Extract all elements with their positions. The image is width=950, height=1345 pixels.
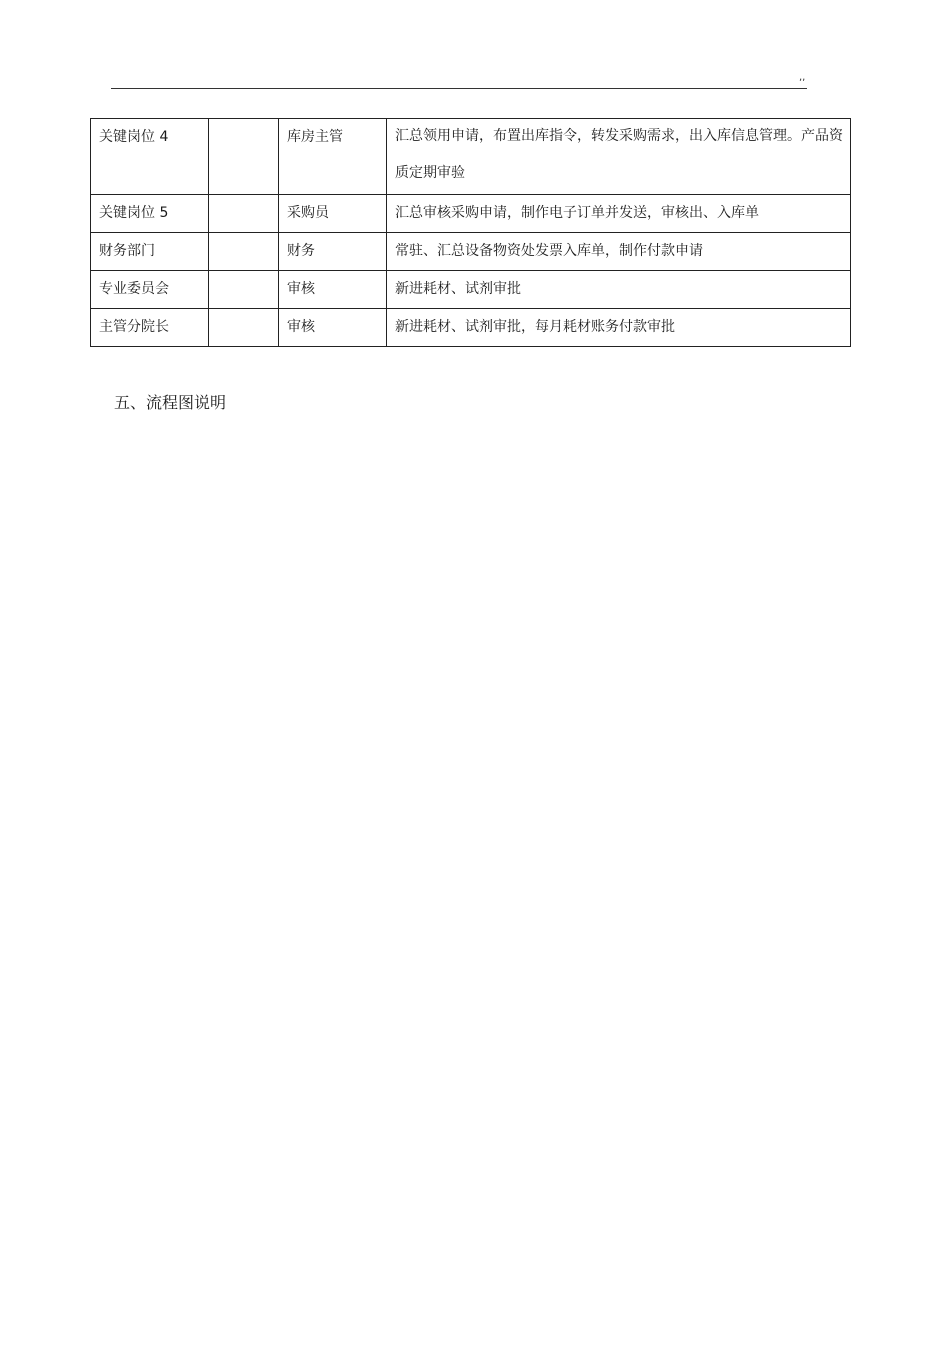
role-cell: 财务 <box>279 233 387 271</box>
blank-cell <box>209 309 279 347</box>
blank-cell <box>209 233 279 271</box>
blank-cell <box>209 195 279 233</box>
post-cell: 专业委员会 <box>91 271 209 309</box>
post-cell: 关键岗位 4 <box>91 119 209 195</box>
table-row <box>91 309 851 347</box>
table-row <box>91 233 851 271</box>
duty-cell: 新进耗材、试剂审批 <box>387 271 851 309</box>
table-row <box>91 119 851 195</box>
duty-cell: 常驻、汇总设备物资处发票入库单，制作付款申请 <box>387 233 851 271</box>
roles-table <box>90 118 851 347</box>
duty-cell: 汇总领用申请，布置出库指令，转发采购需求，出入库信息管理。产品资质定期审验 <box>387 119 851 195</box>
role-cell: 审核 <box>279 309 387 347</box>
section-heading: 五、流程图说明 <box>114 393 227 412</box>
role-cell: 采购员 <box>279 195 387 233</box>
blank-cell <box>209 271 279 309</box>
duty-cell: 新进耗材、试剂审批，每月耗材账务付款审批 <box>387 309 851 347</box>
duty-cell: 汇总审核采购申请，制作电子订单并发送，审核出、入库单 <box>387 195 851 233</box>
role-cell: 库房主管 <box>279 119 387 195</box>
header-rule <box>111 88 807 89</box>
post-cell: 财务部门 <box>91 233 209 271</box>
blank-cell <box>209 119 279 195</box>
role-cell: 审核 <box>279 271 387 309</box>
header-mark: ,, <box>799 72 806 83</box>
table-row <box>91 195 851 233</box>
post-cell: 主管分院长 <box>91 309 209 347</box>
post-cell: 关键岗位 5 <box>91 195 209 233</box>
table-row <box>91 271 851 309</box>
